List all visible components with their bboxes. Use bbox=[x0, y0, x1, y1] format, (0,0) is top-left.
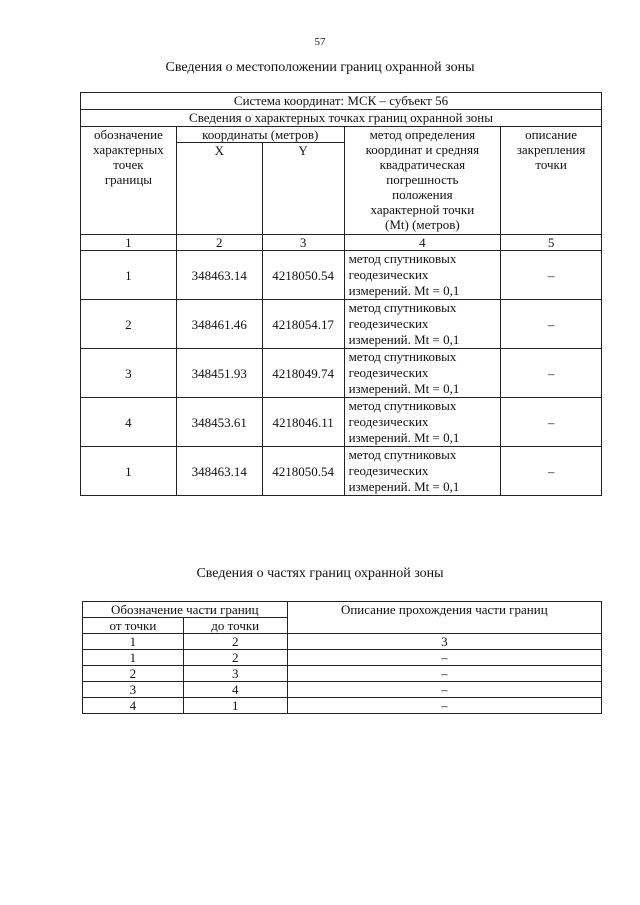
y-cell: 4218050.54 bbox=[262, 251, 344, 300]
header-line: закрепления bbox=[516, 142, 586, 157]
col-designation-header bbox=[81, 127, 177, 235]
desc-cell: – bbox=[501, 349, 602, 398]
column-number: 3 bbox=[287, 634, 601, 650]
point-cell: 4 bbox=[81, 398, 177, 447]
col-y-header: Y bbox=[262, 143, 344, 235]
header-line: характерной точки bbox=[370, 202, 475, 217]
method-line: метод спутниковых bbox=[348, 447, 457, 462]
header-line: обозначение bbox=[93, 127, 163, 142]
points-section-header: Сведения о характерных точках границ охранной зоны bbox=[81, 110, 602, 127]
from-point-header: от точки bbox=[83, 618, 184, 634]
header-line: квадратическая bbox=[379, 157, 466, 172]
table-row bbox=[83, 682, 602, 698]
desc-cell: – bbox=[501, 398, 602, 447]
method-line: метод спутниковых bbox=[348, 251, 457, 266]
method-line: геодезических bbox=[348, 316, 429, 331]
method-cell bbox=[344, 251, 501, 300]
desc-cell: – bbox=[501, 447, 602, 496]
method-line: измерений. Mt = 0,1 bbox=[348, 479, 460, 494]
column-number: 1 bbox=[81, 235, 177, 251]
col-method-header bbox=[344, 127, 501, 235]
from-cell: 1 bbox=[83, 650, 184, 666]
page-title: Сведения о местоположении границ охранной зоны bbox=[165, 60, 475, 75]
to-point-header: до точки bbox=[183, 618, 287, 634]
header-line: координат и средняя bbox=[365, 142, 480, 157]
coordinate-system-header: Система координат: МСК – субъект 56 bbox=[81, 93, 602, 110]
col-desc-header bbox=[501, 127, 602, 235]
table-row bbox=[81, 300, 602, 349]
table-row bbox=[83, 666, 602, 682]
method-line: метод спутниковых bbox=[348, 349, 457, 364]
column-number: 3 bbox=[262, 235, 344, 251]
y-cell: 4218054.17 bbox=[262, 300, 344, 349]
desc-cell: – bbox=[287, 666, 601, 682]
header-line: точки bbox=[535, 157, 567, 172]
parts-designation-header: Обозначение части границ bbox=[83, 602, 288, 618]
method-line: геодезических bbox=[348, 463, 429, 478]
x-cell: 348461.46 bbox=[176, 300, 262, 349]
from-cell: 3 bbox=[83, 682, 184, 698]
point-cell: 3 bbox=[81, 349, 177, 398]
y-cell: 4218049.74 bbox=[262, 349, 344, 398]
col-x-header: X bbox=[176, 143, 262, 235]
header-line: описание bbox=[525, 127, 577, 142]
table-row bbox=[81, 349, 602, 398]
desc-cell: – bbox=[287, 650, 601, 666]
method-line: измерений. Mt = 0,1 bbox=[348, 332, 460, 347]
point-cell: 2 bbox=[81, 300, 177, 349]
point-cell: 1 bbox=[81, 447, 177, 496]
page-number: 57 bbox=[314, 36, 326, 48]
table-row bbox=[81, 447, 602, 496]
x-cell: 348453.61 bbox=[176, 398, 262, 447]
col-coords-header: координаты (метров) bbox=[176, 127, 344, 143]
table-row bbox=[81, 251, 602, 300]
method-line: метод спутниковых bbox=[348, 398, 457, 413]
method-line: геодезических bbox=[348, 414, 429, 429]
x-cell: 348463.14 bbox=[176, 251, 262, 300]
to-cell: 1 bbox=[183, 698, 287, 714]
from-cell: 2 bbox=[83, 666, 184, 682]
header-line: границы bbox=[104, 172, 153, 187]
parts-description-header: Описание прохождения части границ bbox=[287, 602, 601, 634]
point-cell: 1 bbox=[81, 251, 177, 300]
header-line: положения bbox=[392, 187, 453, 202]
column-number: 2 bbox=[176, 235, 262, 251]
method-line: геодезических bbox=[348, 365, 429, 380]
table-row bbox=[83, 650, 602, 666]
desc-cell: – bbox=[501, 251, 602, 300]
header-line: (Mt) (метров) bbox=[385, 217, 460, 232]
method-cell bbox=[344, 447, 501, 496]
y-cell: 4218050.54 bbox=[262, 447, 344, 496]
to-cell: 4 bbox=[183, 682, 287, 698]
x-cell: 348463.14 bbox=[176, 447, 262, 496]
method-line: метод спутниковых bbox=[348, 300, 457, 315]
method-cell bbox=[344, 300, 501, 349]
desc-cell: – bbox=[287, 698, 601, 714]
method-line: геодезических bbox=[348, 267, 429, 282]
column-number: 2 bbox=[183, 634, 287, 650]
method-line: измерений. Mt = 0,1 bbox=[348, 430, 460, 445]
header-line: метод определения bbox=[369, 127, 476, 142]
column-number: 1 bbox=[83, 634, 184, 650]
column-number: 4 bbox=[344, 235, 501, 251]
header-line: характерных bbox=[93, 142, 164, 157]
desc-cell: – bbox=[287, 682, 601, 698]
method-cell bbox=[344, 398, 501, 447]
boundary-parts-table bbox=[82, 601, 602, 714]
y-cell: 4218046.11 bbox=[262, 398, 344, 447]
from-cell: 4 bbox=[83, 698, 184, 714]
header-line: погрешность bbox=[386, 172, 459, 187]
boundary-points-table bbox=[80, 92, 602, 496]
x-cell: 348451.93 bbox=[176, 349, 262, 398]
section-title: Сведения о частях границ охранной зоны bbox=[196, 566, 444, 581]
table-row bbox=[81, 398, 602, 447]
column-number: 5 bbox=[501, 235, 602, 251]
table-row bbox=[83, 698, 602, 714]
desc-cell: – bbox=[501, 300, 602, 349]
method-cell bbox=[344, 349, 501, 398]
method-line: измерений. Mt = 0,1 bbox=[348, 381, 460, 396]
header-line: точек bbox=[113, 157, 144, 172]
to-cell: 3 bbox=[183, 666, 287, 682]
to-cell: 2 bbox=[183, 650, 287, 666]
method-line: измерений. Mt = 0,1 bbox=[348, 283, 460, 298]
